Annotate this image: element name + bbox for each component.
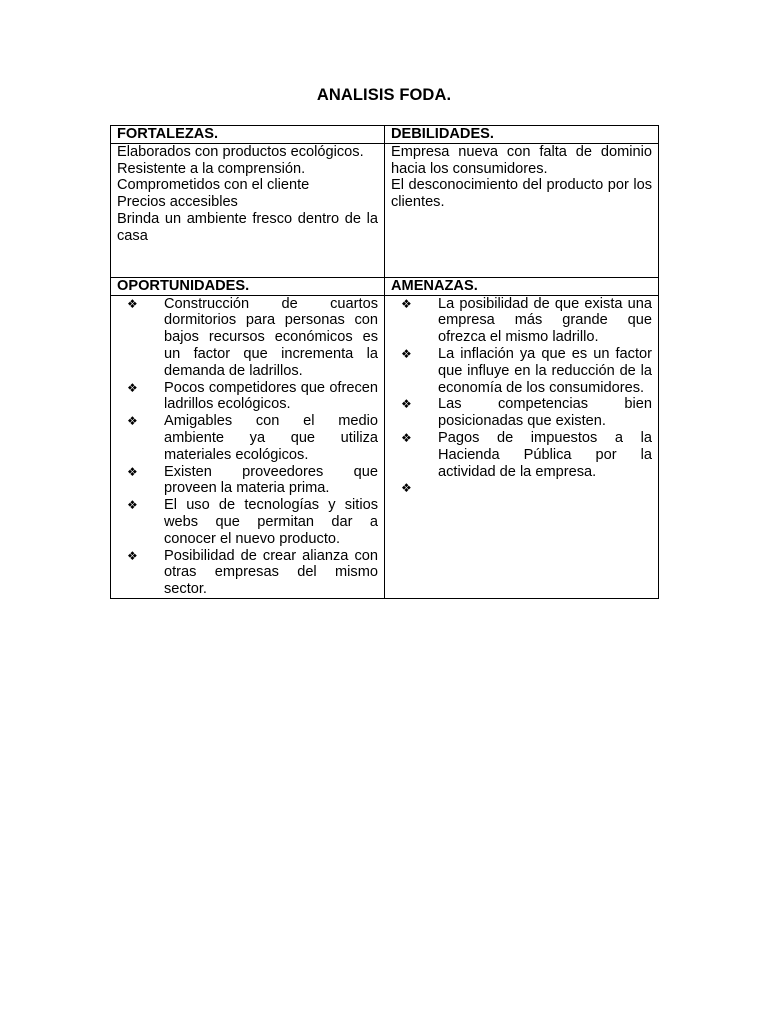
list-item: [391, 430, 652, 480]
debilidad-item: Empresa nueva con falta de dominio hacia los consumidores.: [391, 143, 652, 177]
list-item: [391, 346, 652, 396]
list-item: [391, 480, 652, 497]
list-item: [117, 548, 378, 598]
oportunidad-text: Construcción de cuartos dormitorios para personas con bajos recursos económicos es un factor que incrementa la demanda de ladrillos.: [164, 295, 378, 379]
amenazas-heading: AMENAZAS.: [385, 277, 659, 295]
diamond-bullet-icon: ❖: [401, 397, 412, 412]
amenaza-text: La inflación ya que es un factor que influye en la reducción de la economía de los consumidores.: [438, 345, 652, 396]
list-item: [391, 296, 652, 346]
amenaza-text: Pagos de impuestos a la Hacienda Pública por la actividad de la empresa.: [438, 429, 652, 480]
fortaleza-item: Brinda un ambiente fresco dentro de la casa: [117, 210, 378, 244]
amenaza-text: Las competencias bien posicionadas que existen.: [438, 396, 652, 430]
diamond-bullet-icon: ❖: [127, 548, 138, 563]
oportunidad-text: Existen proveedores que proveen la materia prima.: [164, 463, 378, 497]
diamond-bullet-icon: ❖: [401, 430, 412, 445]
amenazas-list: [391, 296, 652, 498]
debilidades-heading: DEBILIDADES.: [385, 126, 659, 144]
list-item: [117, 380, 378, 414]
debilidad-item: El desconocimiento del producto por los clientes.: [391, 177, 652, 211]
oportunidad-text: El uso de tecnologías y sitios webs que permitan dar a conocer el nuevo producto.: [164, 497, 378, 547]
fortalezas-heading: FORTALEZAS.: [111, 126, 385, 144]
foda-table: [110, 125, 659, 599]
document-title: ANALISIS FODA.: [316, 86, 452, 104]
diamond-bullet-icon: ❖: [127, 464, 138, 479]
fortaleza-item: Resistente a la comprensión.: [117, 160, 306, 177]
oportunidad-text: Amigables con el medio ambiente ya que utiliza materiales ecológicos.: [164, 413, 378, 463]
oportunidades-list: [117, 296, 378, 598]
debilidades-cell: [385, 143, 659, 277]
oportunidades-heading: OPORTUNIDADES.: [111, 277, 385, 295]
oportunidad-text: Pocos competidores que ofrecen ladrillos ecológicos.: [164, 379, 378, 413]
list-item: [117, 497, 378, 547]
list-item: [117, 296, 378, 380]
fortaleza-item: Comprometidos con el cliente: [117, 177, 310, 194]
fortalezas-cell: [111, 143, 385, 277]
diamond-bullet-icon: ❖: [401, 296, 412, 311]
diamond-bullet-icon: ❖: [127, 414, 138, 429]
list-item: [117, 464, 378, 498]
amenaza-text: La posibilidad de que exista una empresa más grande que ofrezca el mismo ladrillo.: [438, 295, 652, 346]
amenazas-cell: [385, 295, 659, 598]
list-item: [391, 396, 652, 430]
diamond-bullet-icon: ❖: [127, 380, 138, 395]
diamond-bullet-icon: ❖: [401, 346, 412, 361]
diamond-bullet-icon: ❖: [127, 296, 138, 311]
diamond-bullet-icon: ❖: [127, 498, 138, 513]
list-item: [117, 413, 378, 463]
oportunidad-text: Posibilidad de crear alianza con otras empresas del mismo sector.: [164, 547, 378, 598]
oportunidades-cell: [111, 295, 385, 598]
fortaleza-item: Elaborados con productos ecológicos.: [117, 143, 364, 160]
fortaleza-item: Precios accesibles: [117, 194, 238, 211]
diamond-bullet-icon: ❖: [401, 481, 412, 496]
